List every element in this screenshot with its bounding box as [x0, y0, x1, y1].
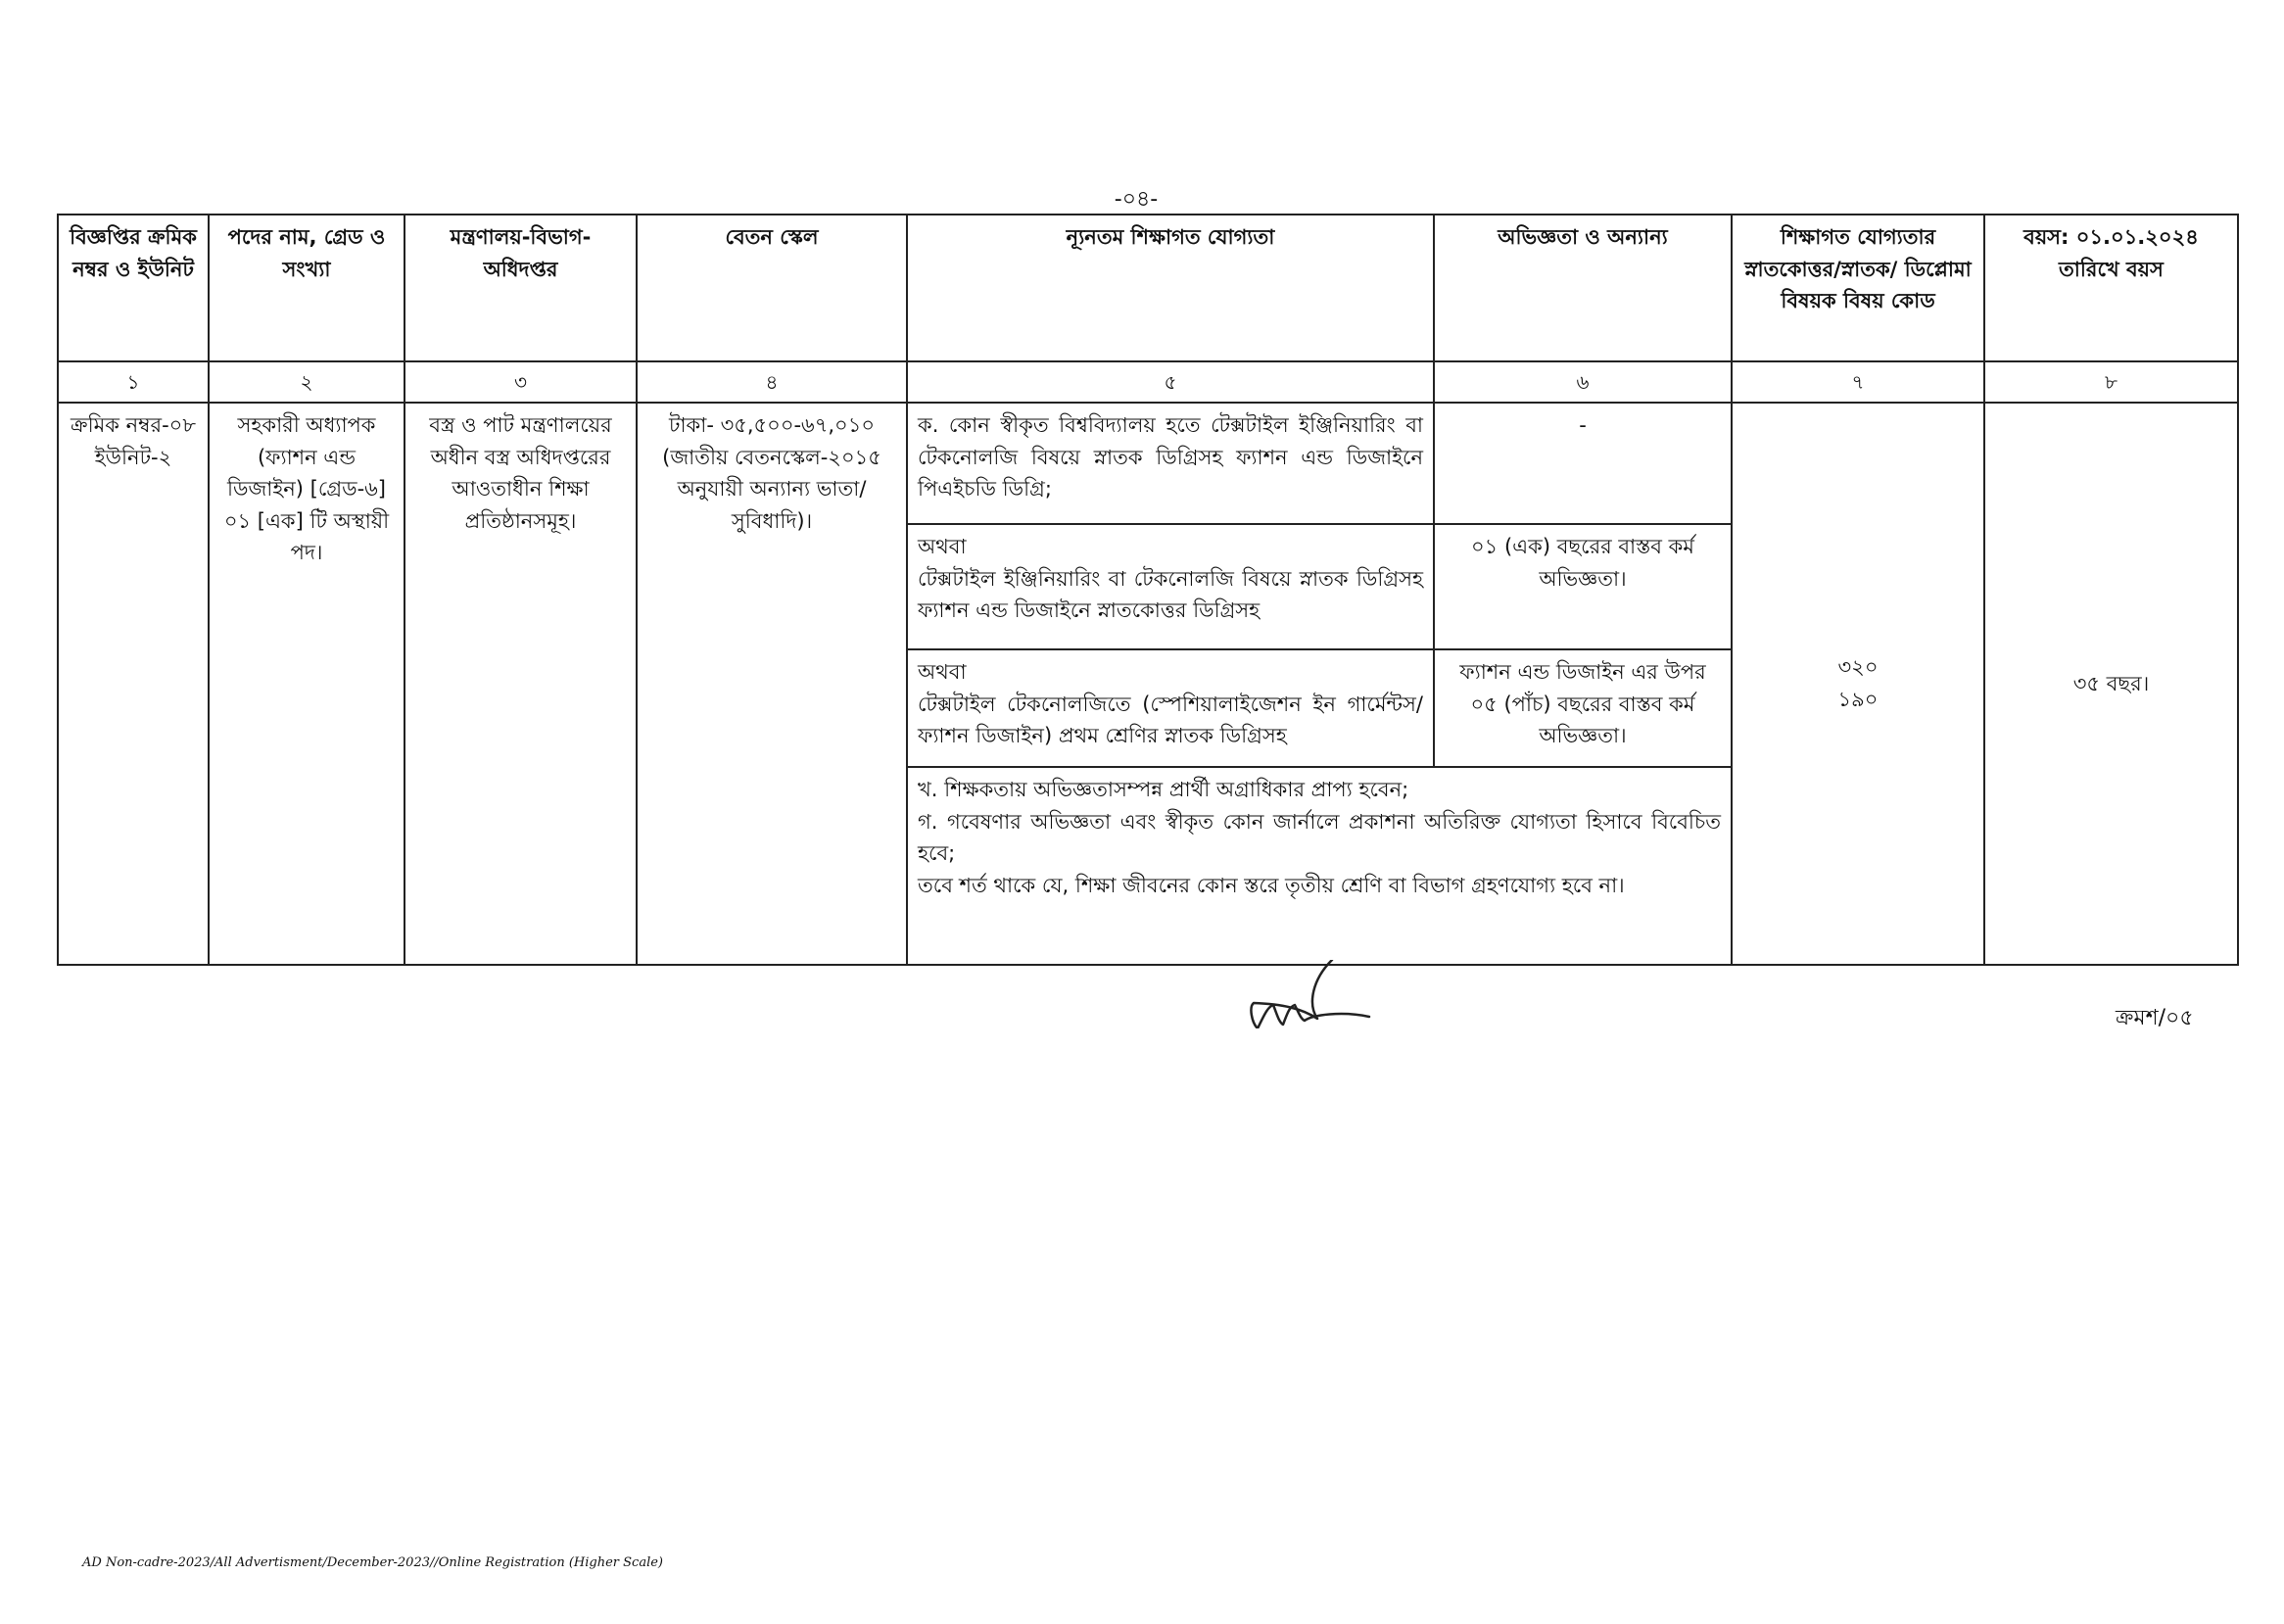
- header-qualification: ন্যূনতম শিক্ষাগত যোগ্যতা: [907, 215, 1434, 361]
- subject-code: ১৯০: [1837, 688, 1879, 711]
- col-number: ৮: [1984, 361, 2238, 403]
- footer-note: AD Non-cadre-2023/All Advertisment/December-2023//Online Registration (Higher Scale): [82, 1555, 663, 1570]
- col-number: ৩: [404, 361, 637, 403]
- header-subject-code: শিক্ষাগত যোগ্যতার স্নাতকোত্তর/স্নাতক/ ডিপ্লোমা বিষয়ক বিষয় কোড: [1732, 215, 1984, 361]
- header-salary: বেতন স্কেল: [637, 215, 907, 361]
- serial-unit: ক্রমিক নম্বর-০৮ ইউনিট-২: [58, 403, 209, 965]
- extra-condition: তবে শর্ত থাকে যে, শিক্ষা জীবনের কোন স্তরে তৃতীয় শ্রেণি বা বিভাগ গ্রহণযোগ্য হবে না।: [918, 873, 1625, 897]
- table-row: [58, 403, 2238, 524]
- extra-ga: গ. গবেষণার অভিজ্ঞতা এবং স্বীকৃত কোন জার্নালে প্রকাশনা অতিরিক্ত যোগ্যতা হিসাবে বিবেচিত হবে;: [918, 809, 1721, 866]
- col-number: ৬: [1434, 361, 1732, 403]
- qualification-b-text: টেক্সটাইল ইঞ্জিনিয়ারিং বা টেকনোলজি বিষয়ে স্নাতক ডিগ্রিসহ ফ্যাশন এন্ড ডিজাইনে স্নাতকোত্তর ডিগ্রিসহ: [918, 566, 1423, 623]
- col-number: ৫: [907, 361, 1434, 403]
- ministry: বস্ত্র ও পাট মন্ত্রণালয়ের অধীন বস্ত্র অধিদপ্তরের আওতাধীন শিক্ষা প্রতিষ্ঠানসমূহ।: [404, 403, 637, 965]
- extra-kha: খ. শিক্ষকতায় অভিজ্ঞতাসম্পন্ন প্রার্থী অগ্রাধিকার প্রাপ্য হবেন;: [918, 778, 1409, 801]
- col-number: ৪: [637, 361, 907, 403]
- or-label: অথবা: [918, 660, 967, 684]
- continued-label: ক্রমশ/০৫: [2116, 1006, 2194, 1030]
- qualification-c-text: টেক্সটাইল টেকনোলজিতে (স্পেশিয়ালাইজেশন ইন গার্মেন্টস/ফ্যাশন ডিজাইন) প্রথম শ্রেণির স্নাতক ডিগ্রিসহ: [918, 692, 1423, 748]
- header-row: [58, 215, 2238, 361]
- qualification-c: [907, 649, 1434, 767]
- additional-qualifications: [907, 767, 1732, 965]
- col-number: ১: [58, 361, 209, 403]
- or-label: অথবা: [918, 535, 967, 558]
- qualification-b: [907, 524, 1434, 649]
- header-age: বয়স: ০১.০১.২০২৪ তারিখে বয়স: [1984, 215, 2238, 361]
- header-post: পদের নাম, গ্রেড ও সংখ্যা: [209, 215, 404, 361]
- col-number: ২: [209, 361, 404, 403]
- col-number: ৭: [1732, 361, 1984, 403]
- header-experience: অভিজ্ঞতা ও অন্যান্য: [1434, 215, 1732, 361]
- qualification-a: ক. কোন স্বীকৃত বিশ্ববিদ্যালয় হতে টেক্সটাইল ইঞ্জিনিয়ারিং বা টেকনোলজি বিষয়ে স্নাতক ডিগ্রিসহ ফ্যাশন এন্ড ডিজাইনে পিএইচডি ডিগ্রি;: [907, 403, 1434, 524]
- experience-b: ০১ (এক) বছরের বাস্তব কর্ম অভিজ্ঞতা।: [1434, 524, 1732, 649]
- experience-a: -: [1434, 403, 1732, 524]
- page-number: -০৪-: [1114, 187, 1159, 212]
- age-limit: ৩৫ বছর।: [1984, 403, 2238, 965]
- post-name: সহকারী অধ্যাপক (ফ্যাশন এন্ড ডিজাইন) [গ্রেড-৬] ০১ [এক] টি অস্থায়ী পদ।: [209, 403, 404, 965]
- salary-scale: টাকা- ৩৫,৫০০-৬৭,০১০ (জাতীয় বেতনস্কেল-২০১৫ অনুযায়ী অন্যান্য ভাতা/সুবিধাদি)।: [637, 403, 907, 965]
- header-serial: বিজ্ঞপ্তির ক্রমিক নম্বর ও ইউনিট: [58, 215, 209, 361]
- recruitment-table: [57, 214, 2239, 966]
- signature: [1244, 960, 1371, 1028]
- subject-code: ৩২০: [1837, 655, 1879, 680]
- experience-c: ফ্যাশন এন্ড ডিজাইন এর উপর ০৫ (পাঁচ) বছরের বাস্তব কর্ম অভিজ্ঞতা।: [1434, 649, 1732, 767]
- header-ministry: মন্ত্রণালয়-বিভাগ-অধিদপ্তর: [404, 215, 637, 361]
- column-number-row: [58, 361, 2238, 403]
- subject-codes: [1732, 403, 1984, 965]
